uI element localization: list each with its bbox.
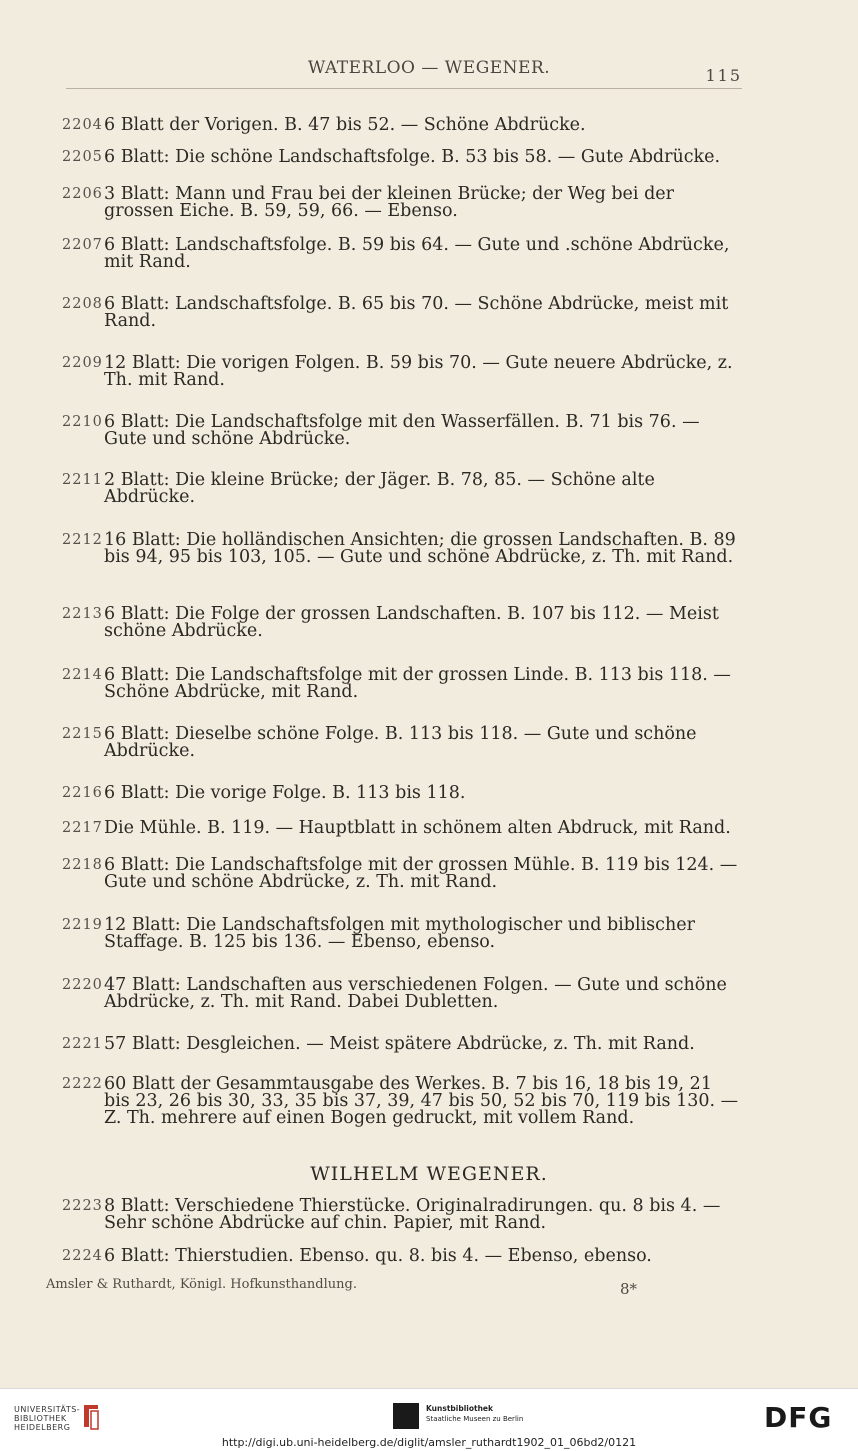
catalog-entry [62, 667, 742, 701]
printer-imprint: Amsler & Ruthardt, Königl. Hofkunsthandlung. [46, 1277, 357, 1292]
entry-number: 2215 [62, 726, 103, 742]
catalog-entry [62, 1198, 742, 1232]
catalog-entry [62, 237, 742, 271]
entry-number: 2205 [62, 149, 103, 165]
entry-number: 2204 [62, 117, 103, 133]
section-title: WILHELM WEGENER. [310, 1163, 548, 1185]
catalog-entry [62, 726, 742, 760]
entry-text: 57 Blatt: Desgleichen. — Meist spätere Abdrücke, z. Th. mit Rand. [104, 1034, 695, 1054]
viewer-footer [0, 1388, 858, 1451]
entry-text: 3 Blatt: Mann und Frau bei der kleinen Brücke; der Weg bei der grossen Eiche. B. 59, 59, 66. — Ebenso. [104, 184, 674, 221]
entry-text: 6 Blatt: Die Landschaftsfolge mit den Wasserfällen. B. 71 bis 76. — Gute und schöne Abdrücke. [104, 412, 700, 449]
entry-number: 2218 [62, 857, 103, 873]
kunstbibliothek-label [426, 1404, 523, 1424]
entry-text: 6 Blatt: Landschaftsfolge. B. 65 bis 70. — Schöne Abdrücke, meist mit Rand. [104, 294, 729, 331]
entry-text: 6 Blatt: Die Landschaftsfolge mit der grossen Mühle. B. 119 bis 124. — Gute und schöne Abdrücke, z. Th. mit Rand. [104, 855, 738, 892]
catalog-entry [62, 532, 742, 566]
entry-number: 2208 [62, 296, 103, 312]
entry-text: 8 Blatt: Verschiedene Thierstücke. Originalradirungen. qu. 8 bis 4. — Sehr schöne Abdrücke auf chin. Papier, mit Rand. [104, 1196, 721, 1233]
catalog-entry [62, 186, 742, 220]
entry-number: 2217 [62, 820, 103, 836]
entry-text: 6 Blatt: Dieselbe schöne Folge. B. 113 bis 118. — Gute und schöne Abdrücke. [104, 724, 697, 761]
signature-mark: 8* [620, 1280, 638, 1298]
entry-text: 6 Blatt der Vorigen. B. 47 bis 52. — Schöne Abdrücke. [104, 115, 586, 135]
entry-number: 2211 [62, 472, 103, 488]
catalog-entry [62, 1248, 742, 1265]
entry-text: 6 Blatt: Die schöne Landschaftsfolge. B. 53 bis 58. — Gute Abdrücke. [104, 147, 721, 167]
entry-text: 6 Blatt: Landschaftsfolge. B. 59 bis 64. — Gute und .schöne Abdrücke, mit Rand. [104, 235, 730, 272]
catalog-entry [62, 977, 742, 1011]
entry-text: 2 Blatt: Die kleine Brücke; der Jäger. B. 78, 85. — Schöne alte Abdrücke. [104, 470, 655, 507]
entry-number: 2222 [62, 1076, 103, 1092]
entry-text: 6 Blatt: Die Folge der grossen Landschaften. B. 107 bis 112. — Meist schöne Abdrücke. [104, 604, 719, 641]
entry-number: 2209 [62, 355, 103, 371]
catalog-entry [62, 355, 742, 389]
entry-number: 2213 [62, 606, 103, 622]
library-line: UNIVERSITÄTS- [14, 1405, 81, 1414]
entry-number: 2224 [62, 1248, 103, 1264]
entry-number: 2223 [62, 1198, 103, 1214]
entry-number: 2210 [62, 414, 103, 430]
entry-text: Die Mühle. B. 119. — Hauptblatt in schönem alten Abdruck, mit Rand. [104, 818, 731, 838]
page-url[interactable]: http://digi.ub.uni-heidelberg.de/diglit/amsler_ruthardt1902_01_06bd2/0121 [221, 1436, 637, 1449]
entry-text: 47 Blatt: Landschaften aus verschiedenen Folgen. — Gute und schöne Abdrücke, z. Th. mit Rand. Dabei Dubletten. [104, 975, 727, 1012]
dfg-logo: DFG [764, 1401, 833, 1434]
kb-subtitle: Staatliche Museen zu Berlin [426, 1415, 524, 1423]
library-line: BIBLIOTHEK [14, 1414, 67, 1423]
library-logo-icon [80, 1401, 102, 1431]
entry-number: 2206 [62, 186, 103, 202]
running-head: WATERLOO — WEGENER. [307, 58, 551, 78]
catalog-entry [62, 917, 742, 951]
catalog-entry [62, 820, 742, 837]
entry-text: 16 Blatt: Die holländischen Ansichten; die grossen Landschaften. B. 89 bis 94, 95 bis 103, 105. — Gute und schöne Abdrücke, z. Th. mit Rand. [104, 530, 736, 567]
entry-number: 2219 [62, 917, 103, 933]
entry-text: 12 Blatt: Die Landschaftsfolgen mit mythologischer und biblischer Staffage. B. 125 bis 136. — Ebenso, ebenso. [104, 915, 695, 952]
catalog-entry [62, 606, 742, 640]
library-name [14, 1405, 80, 1432]
entry-text: 12 Blatt: Die vorigen Folgen. B. 59 bis 70. — Gute neuere Abdrücke, z. Th. mit Rand. [104, 353, 733, 390]
entry-text: 60 Blatt der Gesammtausgabe des Werkes. B. 7 bis 16, 18 bis 19, 21 bis 23, 26 bis 30, 33, 35 bis 37, 39, 47 bis 50, 52 bis 70, 119 bis 130. — Z. Th. mehrere auf einen Bogen gedruckt, mit vollem Rand. [104, 1074, 739, 1128]
entry-number: 2221 [62, 1036, 103, 1052]
catalog-entry [62, 296, 742, 330]
catalog-entry [62, 472, 742, 506]
entry-number: 2216 [62, 785, 103, 801]
entry-text: 6 Blatt: Die Landschaftsfolge mit der grossen Linde. B. 113 bis 118. — Schöne Abdrücke, mit Rand. [104, 665, 731, 702]
entry-number: 2212 [62, 532, 103, 548]
catalog-entry [62, 149, 742, 166]
catalog-entry [62, 1076, 742, 1127]
catalog-entry [62, 785, 742, 802]
catalog-entry [62, 1036, 742, 1053]
entry-text: 6 Blatt: Die vorige Folge. B. 113 bis 118. [104, 783, 466, 803]
kb-title: Kunstbibliothek [426, 1404, 494, 1413]
library-line: HEIDELBERG [14, 1423, 71, 1432]
page-number: 115 [705, 66, 742, 85]
header-rule [66, 88, 742, 89]
entry-number: 2207 [62, 237, 103, 253]
kunstbibliothek-logo-icon [393, 1403, 419, 1429]
entry-number: 2220 [62, 977, 103, 993]
entry-text: 6 Blatt: Thierstudien. Ebenso. qu. 8. bis 4. — Ebenso, ebenso. [104, 1246, 652, 1266]
catalog-entry [62, 414, 742, 448]
catalog-entry [62, 857, 742, 891]
catalog-entry [62, 117, 742, 134]
entry-number: 2214 [62, 667, 103, 683]
